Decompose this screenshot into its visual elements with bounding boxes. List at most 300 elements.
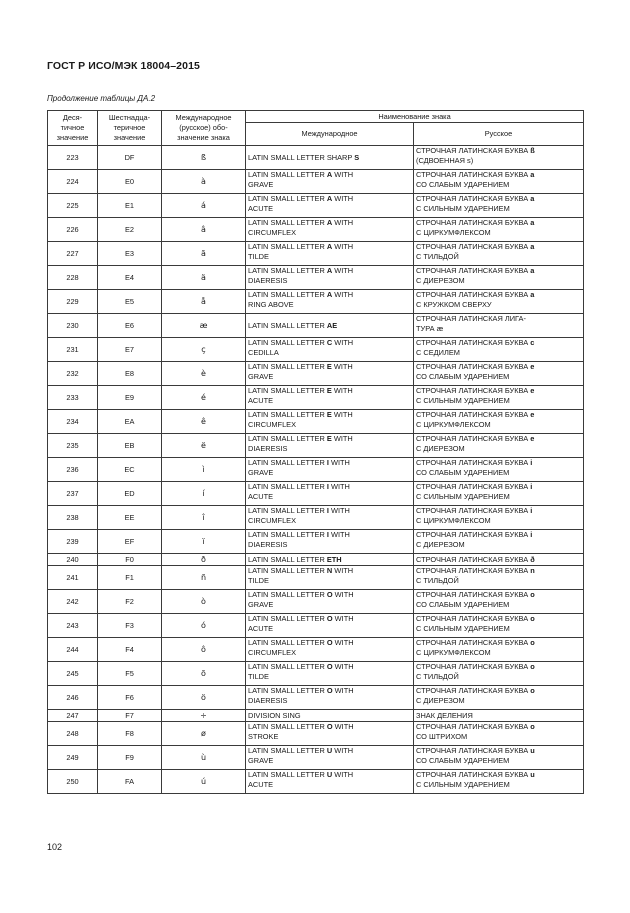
hex-cell: FA <box>98 770 162 794</box>
international-letter: O <box>326 614 333 623</box>
international-name-suffix: WITH <box>331 434 353 443</box>
decimal-cell: 250 <box>48 770 98 794</box>
table-row <box>48 506 584 530</box>
hex-cell: E0 <box>98 170 162 194</box>
hex-cell: F8 <box>98 722 162 746</box>
international-name-suffix: WITH <box>332 662 354 671</box>
table-row <box>48 770 584 794</box>
table-row <box>48 266 584 290</box>
international-name-cell <box>246 266 414 290</box>
russian-name-line2: С СИЛЬНЫМ УДАРЕНИЕМ <box>416 779 510 789</box>
russian-name-line2: С СЕДИЛЕМ <box>416 347 460 357</box>
table-row <box>48 482 584 506</box>
russian-name-line2: С ЦИРКУМФЛЕКСОМ <box>416 227 491 237</box>
international-name-cell <box>246 458 414 482</box>
international-name-cell <box>246 146 414 170</box>
international-letter: A <box>326 218 333 227</box>
page-number: 102 <box>47 842 63 852</box>
decimal-cell: 228 <box>48 266 98 290</box>
table-row <box>48 530 584 554</box>
glyph-cell: ã <box>162 242 246 266</box>
russian-name-text: СТРОЧНАЯ ЛАТИНСКАЯ БУКВА <box>416 434 531 443</box>
international-name-text: LATIN SMALL LETTER <box>248 482 327 491</box>
hex-cell: EB <box>98 434 162 458</box>
international-name-text: LATIN SMALL LETTER <box>248 266 327 275</box>
hex-cell: E5 <box>98 290 162 314</box>
russian-name-cell <box>414 746 584 770</box>
decimal-cell: 234 <box>48 410 98 434</box>
russian-name-cell <box>414 146 584 170</box>
international-name-cell <box>246 410 414 434</box>
international-name-cell <box>246 362 414 386</box>
header-international: Международное <box>246 123 414 146</box>
glyph-cell: ø <box>162 722 246 746</box>
decimal-cell: 240 <box>48 554 98 566</box>
russian-name-cell <box>414 386 584 410</box>
russian-name-cell <box>414 242 584 266</box>
international-letter: U <box>326 770 333 779</box>
decimal-cell: 235 <box>48 434 98 458</box>
international-letter: E <box>326 410 332 419</box>
decimal-cell: 233 <box>48 386 98 410</box>
header-hex: Шестнадца- теричное значение <box>98 111 162 146</box>
international-name-line2: ACUTE <box>248 203 274 213</box>
russian-name-cell <box>414 722 584 746</box>
russian-letter: i <box>530 506 533 515</box>
international-name-text: LATIN SMALL LETTER <box>248 410 327 419</box>
russian-letter: o <box>530 638 535 647</box>
international-name-line2: GRAVE <box>248 179 274 189</box>
glyph-cell: ï <box>162 530 246 554</box>
russian-name-text: СТРОЧНАЯ ЛАТИНСКАЯ БУКВА <box>416 554 531 564</box>
russian-name-line2: С ЦИРКУМФЛЕКСОМ <box>416 515 491 525</box>
hex-cell: EA <box>98 410 162 434</box>
russian-name-text: СТРОЧНАЯ ЛАТИНСКАЯ БУКВА <box>416 458 531 467</box>
international-name-text: LATIN SMALL LETTER <box>248 770 327 779</box>
international-name-suffix: WITH <box>331 362 353 371</box>
international-letter: E <box>326 362 332 371</box>
russian-name-text: СТРОЧНАЯ ЛАТИНСКАЯ БУКВА <box>416 146 531 155</box>
glyph-cell: â <box>162 218 246 242</box>
international-name-text: LATIN SMALL LETTER <box>248 662 327 671</box>
hex-cell: F5 <box>98 662 162 686</box>
russian-name-cell <box>414 458 584 482</box>
international-name-suffix: WITH <box>328 482 350 491</box>
decimal-cell: 243 <box>48 614 98 638</box>
hex-cell: E2 <box>98 218 162 242</box>
international-name-cell <box>246 290 414 314</box>
table-row <box>48 566 584 590</box>
russian-name-cell <box>414 530 584 554</box>
russian-letter: e <box>530 434 535 443</box>
table-body <box>48 146 584 794</box>
decimal-cell: 248 <box>48 722 98 746</box>
international-letter: C <box>326 338 333 347</box>
international-name-line2: STROKE <box>248 731 279 741</box>
decimal-cell: 245 <box>48 662 98 686</box>
international-name-line2: GRAVE <box>248 467 274 477</box>
decimal-cell: 241 <box>48 566 98 590</box>
hex-cell: F7 <box>98 710 162 722</box>
international-name-text: LATIN SMALL LETTER <box>248 170 327 179</box>
international-name-text: LATIN SMALL LETTER <box>248 506 327 515</box>
russian-name-text: СТРОЧНАЯ ЛАТИНСКАЯ БУКВА <box>416 482 531 491</box>
russian-name-line2: СО СЛАБЫМ УДАРЕНИЕМ <box>416 371 510 381</box>
table-row <box>48 590 584 614</box>
hex-cell: DF <box>98 146 162 170</box>
russian-name-text: СТРОЧНАЯ ЛАТИНСКАЯ БУКВА <box>416 266 531 275</box>
decimal-cell: 249 <box>48 746 98 770</box>
table-row <box>48 434 584 458</box>
glyph-cell: ë <box>162 434 246 458</box>
hex-cell: F3 <box>98 614 162 638</box>
glyph-cell: ä <box>162 266 246 290</box>
international-letter: O <box>326 722 333 731</box>
international-name-line2: GRAVE <box>248 599 274 609</box>
international-name-suffix: WITH <box>328 506 350 515</box>
hex-cell: F1 <box>98 566 162 590</box>
international-name-cell <box>246 590 414 614</box>
table-row <box>48 146 584 170</box>
russian-name-line2: С КРУЖКОМ СВЕРХУ <box>416 299 492 309</box>
international-letter: A <box>326 242 333 251</box>
international-letter: E <box>326 386 332 395</box>
hex-cell: F2 <box>98 590 162 614</box>
international-name-line2: RING ABOVE <box>248 299 294 309</box>
russian-name-cell <box>414 686 584 710</box>
russian-name-cell <box>414 410 584 434</box>
russian-name-cell <box>414 194 584 218</box>
hex-cell: F6 <box>98 686 162 710</box>
russian-letter: a <box>530 218 535 227</box>
glyph-cell: ê <box>162 410 246 434</box>
russian-name-line2: С ТИЛЬДОЙ <box>416 251 459 261</box>
russian-name-line2: СО СЛАБЫМ УДАРЕНИЕМ <box>416 179 510 189</box>
russian-letter: e <box>530 410 535 419</box>
international-name-text: LATIN SMALL LETTER <box>248 638 327 647</box>
header-russian: Русское <box>414 123 584 146</box>
international-name-text: DIVISION SING <box>248 710 301 720</box>
russian-name-text: СТРОЧНАЯ ЛАТИНСКАЯ БУКВА <box>416 590 531 599</box>
russian-name-cell <box>414 218 584 242</box>
international-name-line2: TILDE <box>248 251 269 261</box>
header-name-group: Наименование знака <box>246 111 584 123</box>
table-row <box>48 338 584 362</box>
table-row <box>48 638 584 662</box>
international-name-cell <box>246 614 414 638</box>
russian-name-cell <box>414 362 584 386</box>
russian-name-line2: С ТИЛЬДОЙ <box>416 671 459 681</box>
russian-name-cell <box>414 482 584 506</box>
table-row <box>48 458 584 482</box>
international-letter: ETH <box>326 554 342 564</box>
glyph-cell: ù <box>162 746 246 770</box>
russian-name-line2: СО ШТРИХОМ <box>416 731 468 741</box>
table-caption: Продолжение таблицы ДА.2 <box>47 94 156 103</box>
russian-letter: i <box>530 530 533 539</box>
international-name-suffix: WITH <box>332 686 354 695</box>
international-name-line2: ACUTE <box>248 395 274 405</box>
international-letter: O <box>326 662 333 671</box>
international-name-text: LATIN SMALL LETTER <box>248 554 327 564</box>
international-name-cell <box>246 386 414 410</box>
glyph-cell: á <box>162 194 246 218</box>
international-name-cell <box>246 662 414 686</box>
russian-name-line2: С ДИЕРЕЗОМ <box>416 275 465 285</box>
table-row <box>48 554 584 566</box>
international-letter: A <box>326 170 333 179</box>
international-name-text: LATIN SMALL LETTER <box>248 386 327 395</box>
international-name-suffix: WITH <box>332 290 354 299</box>
table-row <box>48 314 584 338</box>
international-name-cell <box>246 710 414 722</box>
russian-name-cell <box>414 662 584 686</box>
international-name-text: LATIN SMALL LETTER <box>248 290 327 299</box>
international-name-line2: CIRCUMFLEX <box>248 647 297 657</box>
international-name-cell <box>246 566 414 590</box>
russian-name-text: СТРОЧНАЯ ЛАТИНСКАЯ БУКВА <box>416 662 531 671</box>
decimal-cell: 224 <box>48 170 98 194</box>
international-name-line2: CIRCUMFLEX <box>248 227 297 237</box>
russian-name-cell <box>414 170 584 194</box>
international-name-text: LATIN SMALL LETTER <box>248 458 327 467</box>
glyph-cell: ð <box>162 554 246 566</box>
russian-name-line2: ТУРА æ <box>416 323 444 333</box>
hex-cell: EF <box>98 530 162 554</box>
international-name-line2: TILDE <box>248 575 269 585</box>
international-name-cell <box>246 242 414 266</box>
decimal-cell: 247 <box>48 710 98 722</box>
russian-letter: a <box>530 242 535 251</box>
decimal-cell: 231 <box>48 338 98 362</box>
international-name-text: LATIN SMALL LETTER <box>248 530 327 539</box>
international-name-line2: CIRCUMFLEX <box>248 419 297 429</box>
russian-letter: a <box>530 170 535 179</box>
international-name-text: LATIN SMALL LETTER <box>248 686 327 695</box>
hex-cell: E3 <box>98 242 162 266</box>
glyph-cell: ô <box>162 638 246 662</box>
russian-letter: a <box>530 290 535 299</box>
international-name-line2: ACUTE <box>248 491 274 501</box>
glyph-cell: ÷ <box>162 710 246 722</box>
international-name-text: LATIN SMALL LETTER <box>248 590 327 599</box>
decimal-cell: 242 <box>48 590 98 614</box>
international-name-suffix: WITH <box>332 770 354 779</box>
russian-letter: ß <box>530 146 535 155</box>
table-row <box>48 218 584 242</box>
russian-name-cell <box>414 434 584 458</box>
hex-cell: EE <box>98 506 162 530</box>
russian-letter: u <box>530 746 535 755</box>
russian-letter: u <box>530 770 535 779</box>
international-letter: N <box>326 566 333 575</box>
russian-letter: e <box>530 386 535 395</box>
international-name-text: LATIN SMALL LETTER <box>248 218 327 227</box>
international-letter: O <box>326 590 333 599</box>
russian-name-line2: С ЦИРКУМФЛЕКСОМ <box>416 419 491 429</box>
russian-letter: o <box>530 722 535 731</box>
hex-cell: F9 <box>98 746 162 770</box>
russian-name-cell <box>414 590 584 614</box>
russian-name-text: СТРОЧНАЯ ЛАТИНСКАЯ БУКВА <box>416 506 531 515</box>
hex-cell: E6 <box>98 314 162 338</box>
international-name-text: LATIN SMALL LETTER <box>248 614 327 623</box>
russian-name-text: СТРОЧНАЯ ЛАТИНСКАЯ БУКВА <box>416 638 531 647</box>
decimal-cell: 226 <box>48 218 98 242</box>
russian-name-text: СТРОЧНАЯ ЛАТИНСКАЯ БУКВА <box>416 614 531 623</box>
table-row <box>48 614 584 638</box>
international-name-text: LATIN SMALL LETTER <box>248 242 327 251</box>
russian-name-cell <box>414 638 584 662</box>
russian-letter: o <box>530 590 535 599</box>
international-name-suffix: WITH <box>332 242 354 251</box>
russian-name-text: СТРОЧНАЯ ЛАТИНСКАЯ БУКВА <box>416 218 531 227</box>
russian-letter: i <box>530 482 533 491</box>
hex-cell: E1 <box>98 194 162 218</box>
decimal-cell: 237 <box>48 482 98 506</box>
russian-name-line2: СО СЛАБЫМ УДАРЕНИЕМ <box>416 755 510 765</box>
russian-name-cell <box>414 710 584 722</box>
international-name-line2: DIAERESIS <box>248 443 288 453</box>
hex-cell: E7 <box>98 338 162 362</box>
international-letter: I <box>326 530 329 539</box>
international-letter: S <box>354 152 360 162</box>
table-row <box>48 386 584 410</box>
international-letter: O <box>326 638 333 647</box>
hex-cell: E9 <box>98 386 162 410</box>
international-name-cell <box>246 170 414 194</box>
decimal-cell: 246 <box>48 686 98 710</box>
character-table <box>47 110 584 794</box>
hex-cell: E8 <box>98 362 162 386</box>
russian-name-text: СТРОЧНАЯ ЛАТИНСКАЯ БУКВА <box>416 362 531 371</box>
international-name-text: LATIN SMALL LETTER SHARP <box>248 152 355 162</box>
international-name-cell <box>246 218 414 242</box>
glyph-cell: õ <box>162 662 246 686</box>
decimal-cell: 239 <box>48 530 98 554</box>
glyph-cell: í <box>162 482 246 506</box>
russian-name-cell <box>414 614 584 638</box>
international-letter: A <box>326 290 333 299</box>
international-name-suffix: WITH <box>328 530 350 539</box>
international-name-line2: GRAVE <box>248 755 274 765</box>
decimal-cell: 230 <box>48 314 98 338</box>
international-name-suffix: WITH <box>332 218 354 227</box>
header-decimal: Деся- тичное значение <box>48 111 98 146</box>
international-name-line2: DIAERESIS <box>248 539 288 549</box>
russian-letter: o <box>530 662 535 671</box>
russian-name-text: СТРОЧНАЯ ЛАТИНСКАЯ БУКВА <box>416 770 531 779</box>
hex-cell: F0 <box>98 554 162 566</box>
russian-name-line2: С ДИЕРЕЗОМ <box>416 443 465 453</box>
russian-name-text: СТРОЧНАЯ ЛАТИНСКАЯ ЛИГА- <box>416 314 526 323</box>
glyph-cell: ú <box>162 770 246 794</box>
russian-name-line2: (СДВОЕННАЯ s) <box>416 155 474 165</box>
russian-letter: o <box>530 614 535 623</box>
glyph-cell: ç <box>162 338 246 362</box>
header-glyph: Международное (русское) обо- значение знака <box>162 111 246 146</box>
international-letter: A <box>326 266 333 275</box>
international-letter: E <box>326 434 332 443</box>
russian-name-cell <box>414 266 584 290</box>
table-row <box>48 194 584 218</box>
russian-name-line2: С ДИЕРЕЗОМ <box>416 539 465 549</box>
glyph-cell: ñ <box>162 566 246 590</box>
decimal-cell: 238 <box>48 506 98 530</box>
glyph-cell: ì <box>162 458 246 482</box>
russian-name-line2: СО СЛАБЫМ УДАРЕНИЕМ <box>416 467 510 477</box>
russian-name-text: СТРОЧНАЯ ЛАТИНСКАЯ БУКВА <box>416 686 531 695</box>
russian-name-text: СТРОЧНАЯ ЛАТИНСКАЯ БУКВА <box>416 194 531 203</box>
russian-name-line2: С СИЛЬНЫМ УДАРЕНИЕМ <box>416 623 510 633</box>
international-name-text: LATIN SMALL LETTER <box>248 320 327 330</box>
international-name-line2: CEDILLA <box>248 347 279 357</box>
table-row <box>48 410 584 434</box>
international-name-cell <box>246 482 414 506</box>
glyph-cell: ó <box>162 614 246 638</box>
international-letter: I <box>326 506 329 515</box>
table-row <box>48 722 584 746</box>
international-name-text: LATIN SMALL LETTER <box>248 362 327 371</box>
russian-name-line2: С ТИЛЬДОЙ <box>416 575 459 585</box>
russian-name-cell <box>414 566 584 590</box>
international-name-line2: DIAERESIS <box>248 695 288 705</box>
russian-name-cell <box>414 554 584 566</box>
russian-letter: i <box>530 458 533 467</box>
international-name-line2: CIRCUMFLEX <box>248 515 297 525</box>
russian-name-line2: С СИЛЬНЫМ УДАРЕНИЕМ <box>416 395 510 405</box>
international-name-cell <box>246 770 414 794</box>
russian-name-text: СТРОЧНАЯ ЛАТИНСКАЯ БУКВА <box>416 566 531 575</box>
international-name-suffix: WITH <box>332 614 354 623</box>
international-name-text: LATIN SMALL LETTER <box>248 566 327 575</box>
international-name-suffix: WITH <box>332 338 354 347</box>
russian-name-text: СТРОЧНАЯ ЛАТИНСКАЯ БУКВА <box>416 530 531 539</box>
international-name-suffix: WITH <box>332 638 354 647</box>
glyph-cell: ß <box>162 146 246 170</box>
international-letter: AE <box>326 320 338 330</box>
glyph-cell: æ <box>162 314 246 338</box>
russian-name-text: СТРОЧНАЯ ЛАТИНСКАЯ БУКВА <box>416 242 531 251</box>
russian-letter: a <box>530 266 535 275</box>
table-row <box>48 290 584 314</box>
russian-letter: n <box>530 566 535 575</box>
russian-name-cell <box>414 506 584 530</box>
russian-name-text: СТРОЧНАЯ ЛАТИНСКАЯ БУКВА <box>416 722 531 731</box>
international-name-line2: DIAERESIS <box>248 275 288 285</box>
hex-cell: F4 <box>98 638 162 662</box>
hex-cell: EC <box>98 458 162 482</box>
russian-name-line2: СО СЛАБЫМ УДАРЕНИЕМ <box>416 599 510 609</box>
table-row <box>48 686 584 710</box>
international-name-suffix: WITH <box>332 266 354 275</box>
russian-name-line2: С СИЛЬНЫМ УДАРЕНИЕМ <box>416 203 510 213</box>
decimal-cell: 223 <box>48 146 98 170</box>
international-name-cell <box>246 554 414 566</box>
glyph-cell: î <box>162 506 246 530</box>
table-row <box>48 662 584 686</box>
russian-name-cell <box>414 290 584 314</box>
russian-name-text: СТРОЧНАЯ ЛАТИНСКАЯ БУКВА <box>416 290 531 299</box>
international-name-line2: ACUTE <box>248 623 274 633</box>
decimal-cell: 244 <box>48 638 98 662</box>
decimal-cell: 225 <box>48 194 98 218</box>
russian-name-cell <box>414 338 584 362</box>
international-name-suffix: WITH <box>332 746 354 755</box>
international-name-text: LATIN SMALL LETTER <box>248 434 327 443</box>
international-name-cell <box>246 686 414 710</box>
russian-letter: ð <box>530 554 535 564</box>
